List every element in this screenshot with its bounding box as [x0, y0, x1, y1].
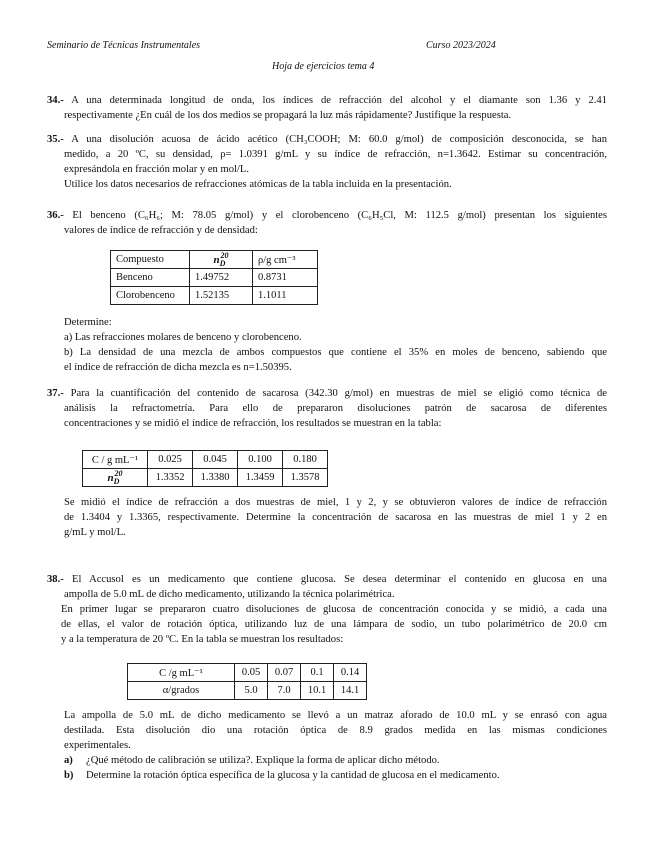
question-number: 38.- — [47, 574, 64, 585]
table-row — [83, 469, 328, 487]
q36-part-b-line1: b) La densidad de una mezcla de ambos compuestos que contiene el 35% en moles de benceno, sabiendo que — [64, 347, 607, 358]
q38-after-line2: destilada. Esta disolución dio una rotación óptica de 8.9 grados medida en las mismas condiciones — [64, 725, 607, 736]
header-course-year: Curso 2023/2024 — [426, 40, 496, 51]
table-header-row — [111, 251, 318, 269]
q38-line3: En primer lugar se prepararon cuatro disoluciones de glucosa de concentración conocida y se midió, a cada una — [61, 604, 607, 615]
question-38 — [47, 572, 607, 647]
table-cell: 0.1 — [301, 664, 334, 682]
table-cell: 1.3578 — [283, 469, 328, 487]
q38-after-line3: experimentales. — [64, 740, 131, 751]
table-cell: 1.52135 — [190, 287, 253, 305]
table-cell: 10.1 — [301, 682, 334, 700]
q37-after-line2: de 1.3404 y 1.3365, respectivamente. Determine la concentración de sacarosa en las muestras de miel 1 y 2 en — [64, 512, 607, 523]
q37-line1: Para la cuantificación del contenido de sacarosa (342.30 g/mol) en muestras de miel se eligió como técnica de — [70, 388, 607, 399]
table-row — [111, 269, 318, 287]
table-cell: 0.14 — [334, 664, 367, 682]
table-cell: 5.0 — [235, 682, 268, 700]
table-header: C / g mL⁻¹ — [83, 451, 148, 469]
table-cell: Benceno — [111, 269, 190, 287]
table-row — [128, 682, 367, 700]
q36-part-b-line2: el índice de refracción de dicha mezcla es n=1.50395. — [64, 362, 292, 373]
q34-line1: A una determinada longitud de onda, los índices de refracción del alcohol y el diamante son 1.36 y 2.41 — [71, 95, 607, 106]
table-header-nd: $n_D^{20}$ — [190, 251, 253, 269]
question-38-tail — [64, 708, 607, 783]
table-header: α/grados — [128, 682, 235, 700]
table-cell: 7.0 — [268, 682, 301, 700]
table-cell: 1.3380 — [193, 469, 238, 487]
table-cell: 0.045 — [193, 451, 238, 469]
q36-part-a: a) Las refracciones molares de benceno y clorobenceno. — [64, 332, 302, 343]
table-row — [128, 664, 367, 682]
table-header: ρ/g cm⁻³ — [253, 251, 318, 269]
table-cell: 0.180 — [283, 451, 328, 469]
table-header: C /g mL⁻¹ — [128, 664, 235, 682]
q37-after-line1: Se midió el índice de refracción a dos muestras de miel, 1 y 2, y se obtuvieron valores de índice de refracción — [64, 497, 607, 508]
table-cell: Clorobenceno — [111, 287, 190, 305]
table-cell: 0.07 — [268, 664, 301, 682]
table-cell: 1.3459 — [238, 469, 283, 487]
refraction-density-table — [110, 250, 318, 305]
table-cell: 14.1 — [334, 682, 367, 700]
table-header-nd: $n_D^{20}$ — [83, 469, 148, 487]
q38-part-b: b) Determine la rotación óptica específica de la glucosa y la cantidad de glucosa en el medicamento. — [64, 770, 500, 781]
q38-line2: ampolla de 5.0 mL de dicho medicamento, utilizando la técnica polarimétrica. — [64, 589, 395, 600]
q36-line1: El benceno (C₆H₆; M: 78.05 g/mol) y el clorobenceno (C₆H₅Cl, M: 112.5 g/mol) presentan los siguientes — [72, 210, 608, 221]
table-cell: 1.1011 — [253, 287, 318, 305]
q37-line3: concentraciones y se midió el índice de refracción, los resultados se muestran en la tabla: — [64, 418, 442, 429]
q35-line1: A una disolución acuosa de ácido acético (CH₃COOH; M: 60.0 g/mol) de composición desconocida, se han — [71, 134, 607, 145]
q36-line2: valores de índice de refracción y de densidad: — [64, 225, 258, 236]
question-35 — [47, 132, 607, 192]
question-37-tail — [64, 495, 607, 540]
q36-determine: Determine: — [64, 317, 112, 328]
q37-line2: análisis la refractometría. Para ello de prepararon disoluciones patrón de sacarosa de diferentes — [64, 403, 607, 414]
sucrose-table — [82, 450, 328, 487]
q35-line3: expresándola en fracción molar y en mol/L. — [64, 164, 250, 175]
q34-line2: respectivamente ¿En cuál de los dos medios se propagará la luz más rápidamente? Justifique la respuesta. — [64, 110, 512, 121]
question-number: 34.- — [47, 95, 64, 106]
table-row — [111, 287, 318, 305]
q35-line2: medido, a 20 ºC, su densidad, ρ= 1.0391 g/mL y su índice de refracción, n=1.3642. Estimar su concentración, — [64, 149, 607, 160]
q37-after-line3: g/mL y mol/L. — [64, 527, 126, 538]
table-row — [83, 451, 328, 469]
question-number: 37.- — [47, 388, 64, 399]
table-cell: 0.100 — [238, 451, 283, 469]
question-number: 36.- — [47, 210, 64, 221]
question-36-parts — [64, 315, 607, 375]
page-title: Hoja de ejercicios tema 4 — [272, 61, 375, 72]
question-34 — [47, 93, 607, 123]
table-header: Compuesto — [111, 251, 190, 269]
q38-line4: de ellas, el valor de rotación óptica, utilizando luz de una lámpara de sodio, un tubo polarimétrico de 20.0 cm — [61, 619, 607, 630]
question-37 — [47, 386, 607, 431]
table-cell: 0.8731 — [253, 269, 318, 287]
table-cell: 1.49752 — [190, 269, 253, 287]
header-course-name: Seminario de Técnicas Instrumentales — [47, 40, 201, 51]
table-cell: 1.3352 — [148, 469, 193, 487]
table-cell: 0.025 — [148, 451, 193, 469]
q38-after-line1: La ampolla de 5.0 mL de dicho medicamento se llevó a un matraz aforado de 10.0 mL y se enrasó con agua — [64, 710, 607, 721]
q35-line4: Utilice los datos necesarios de refracciones atómicas de la tabla incluida en la presentación. — [64, 179, 452, 190]
question-36 — [47, 208, 607, 238]
question-number: 35.- — [47, 134, 64, 145]
q38-line1: El Accusol es un medicamento que contiene glucosa. Se desea determinar el contenido en glucosa en una — [72, 574, 607, 585]
q38-part-a: a) ¿Qué método de calibración se utiliza?. Explique la forma de aplicar dicho método. — [64, 755, 440, 766]
glucose-table — [127, 663, 367, 700]
q38-line5: y a la temperatura de 20 ºC. En la tabla se muestran los resultados: — [61, 634, 344, 645]
table-cell: 0.05 — [235, 664, 268, 682]
